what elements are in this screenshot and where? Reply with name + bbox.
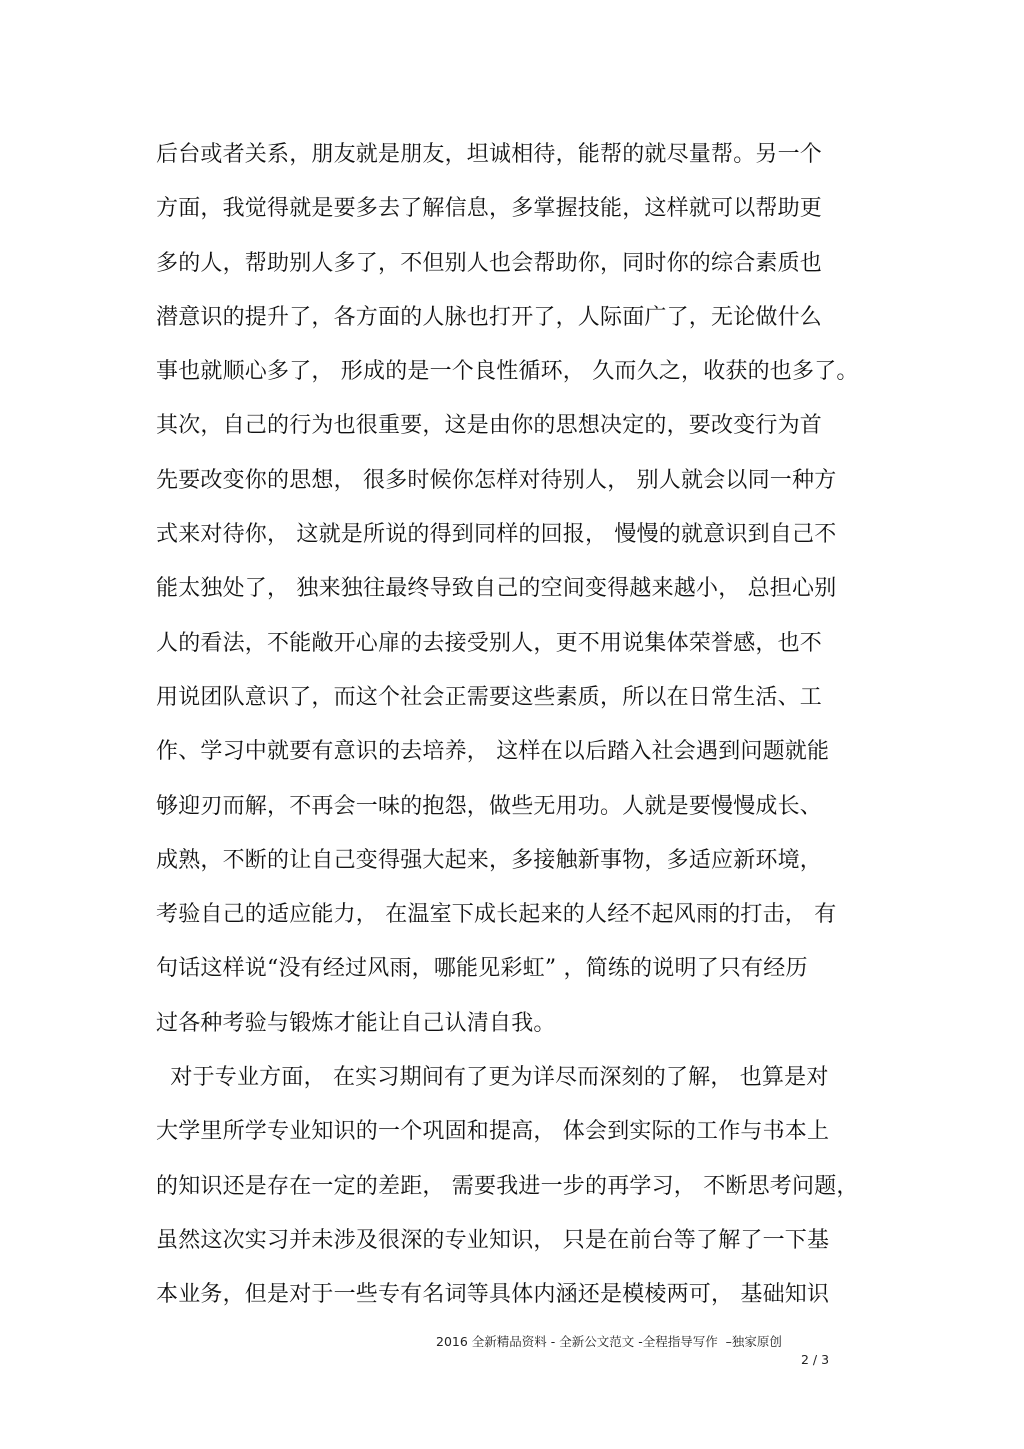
- text-line: 对于专业方面， 在实习期间有了更为详尽而深刻的了解， 也算是对: [156, 1065, 829, 1091]
- text-line: 人的看法，不能敞开心扉的去接受别人，更不用说集体荣誉感，也不: [156, 630, 823, 656]
- text-line: 的知识还是存在一定的差距， 需要我进一步的再学习， 不断思考问题，: [156, 1173, 859, 1199]
- page-footer: 2016 全新精品资料 - 全新公文范文 -全程指导写作 –独家原创: [436, 1334, 782, 1349]
- text-line: 潜意识的提升了，各方面的人脉也打开了，人际面广了，无论做什么: [156, 304, 823, 330]
- text-line: 本业务，但是对于一些专有名词等具体内涵还是模棱两可， 基础知识: [156, 1282, 830, 1308]
- text-line: 事也就顺心多了， 形成的是一个良性循环， 久而久之，收获的也多了。: [156, 359, 859, 385]
- text-line: 虽然这次实习并未涉及很深的专业知识， 只是在前台等了解了一下基: [156, 1227, 830, 1253]
- text-line: 先要改变你的思想， 很多时候你怎样对待别人， 别人就会以同一种方: [156, 467, 837, 493]
- text-line: 大学里所学专业知识的一个巩固和提高， 体会到实际的工作与书本上: [156, 1119, 830, 1145]
- text-line: 用说团队意识了，而这个社会正需要这些素质，所以在日常生活、工: [156, 684, 823, 710]
- text-line: 作、学习中就要有意识的去培养， 这样在以后踏入社会遇到问题就能: [156, 739, 830, 765]
- text-line: 句话这样说“没有经过风雨，哪能见彩虹” ，简练的说明了只有经历: [156, 956, 808, 982]
- text-line: 够迎刃而解，不再会一味的抱怨，做些无用功。人就是要慢慢成长、: [156, 793, 823, 819]
- text-line: 过各种考验与锻炼才能让自己认清自我。: [156, 1010, 556, 1036]
- text-line: 后台或者关系，朋友就是朋友，坦诚相待，能帮的就尽量帮。另一个: [156, 142, 823, 167]
- text-line: 多的人，帮助别人多了，不但别人也会帮助你，同时你的综合素质也: [156, 250, 823, 276]
- text-line: 考验自己的适应能力， 在温室下成长起来的人经不起风雨的打击， 有: [156, 902, 837, 928]
- text-line: 方面，我觉得就是要多去了解信息，多掌握技能，这样就可以帮助更: [156, 196, 823, 222]
- text-line: 能太独处了， 独来独往最终导致自己的空间变得越来越小， 总担心别: [156, 576, 837, 602]
- text-line: 式来对待你， 这就是所说的得到同样的回报， 慢慢的就意识到自己不: [156, 522, 837, 548]
- page-number: 2 / 3: [801, 1352, 830, 1367]
- text-line: 成熟，不断的让自己变得强大起来，多接触新事物，多适应新环境，: [156, 847, 823, 873]
- body-text: [156, 133, 876, 1328]
- text-line: 其次，自己的行为也很重要，这是由你的思想决定的，要改变行为首: [156, 413, 823, 439]
